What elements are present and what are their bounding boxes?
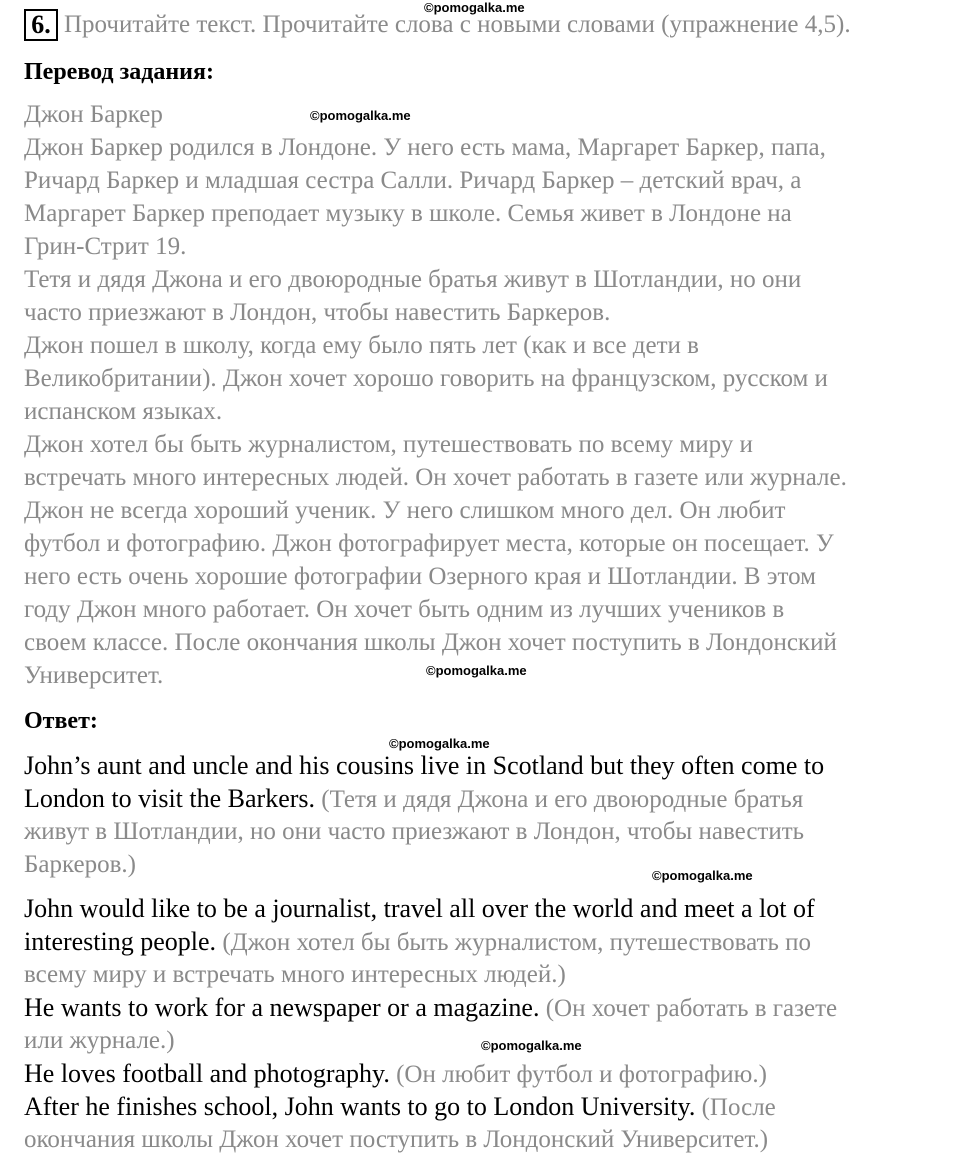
russian-translation: (Тетя и дядя Джона и его двоюродные братья: [315, 786, 804, 813]
russian-translation: Баркеров.): [24, 851, 136, 878]
watermark: ©pomogalka.me: [426, 663, 527, 678]
watermark: ©pomogalka.me: [481, 1038, 582, 1053]
english-sentence: He loves football and photography.: [24, 1059, 390, 1088]
task-instruction: Прочитайте текст. Прочитайте слова с новыми словами (упражнение 4,5).: [64, 11, 851, 38]
translation-line: Великобритании). Джон хочет хорошо говорить на французском, русском и: [24, 365, 828, 392]
translation-line: Джон хотел бы быть журналистом, путешествовать по всему миру и: [24, 431, 753, 458]
watermark: ©pomogalka.me: [389, 736, 490, 751]
translation-line: Джон Баркер родился в Лондоне. У него есть мама, Маргарет Баркер, папа,: [24, 134, 826, 161]
translation-line: Джон не всегда хороший ученик. У него слишком много дел. Он любит: [24, 497, 786, 524]
watermark: ©pomogalka.me: [652, 868, 753, 883]
answer-line: [24, 783, 803, 816]
russian-translation: всему миру и встречать много интересных людей.): [24, 961, 566, 988]
answer-line: [24, 959, 566, 991]
russian-translation: (После: [695, 1094, 776, 1121]
translation-line: Университет.: [24, 662, 164, 689]
english-sentence: John would like to be a journalist, travel all over the world and meet a lot of: [24, 894, 815, 923]
translation-line: часто приезжают в Лондон, чтобы навестить Баркеров.: [24, 299, 611, 326]
russian-translation: (Джон хотел бы быть журналистом, путешествовать по: [216, 929, 812, 956]
translation-line: Грин-Стрит 19.: [24, 233, 187, 260]
answer-line: [24, 926, 811, 959]
translation-line: Ричард Баркер и младшая сестра Салли. Ричард Баркер – детский врач, а: [24, 167, 802, 194]
russian-translation: живут в Шотландии, но они часто приезжают в Лондон, чтобы навестить: [24, 818, 805, 845]
answer-line: [24, 1025, 175, 1057]
russian-translation: или журнале.): [24, 1027, 175, 1054]
russian-translation: окончания школы Джон хочет поступить в Лондонский Университет.): [24, 1126, 769, 1153]
answer-line: [24, 893, 815, 925]
translation-line: Тетя и дядя Джона и его двоюродные братья живут в Шотландии, но они: [24, 266, 802, 293]
translation-line: Джон Баркер: [24, 101, 163, 128]
answer-line: [24, 849, 136, 881]
english-sentence: After he finishes school, John wants to go to London University.: [24, 1092, 696, 1121]
watermark: ©pomogalka.me: [310, 108, 411, 123]
russian-translation: (Он хочет работать в газете: [539, 995, 838, 1022]
translation-line: футбол и фотографию. Джон фотографирует места, которые он посещает. У: [24, 530, 834, 557]
answer-line: [24, 1124, 768, 1156]
english-sentence: interesting people.: [24, 927, 217, 956]
russian-translation: (Он любит футбол и фотографию.): [389, 1061, 767, 1088]
translation-line: году Джон много работает. Он хочет быть одним из лучших учеников в: [24, 596, 785, 623]
translation-line: Маргарет Баркер преподает музыку в школе. Семья живет в Лондоне на: [24, 200, 792, 227]
answer-heading: Ответ:: [24, 708, 98, 734]
translation-line: встречать много интересных людей. Он хочет работать в газете или журнале.: [24, 464, 847, 491]
english-sentence: He wants to work for a newspaper or a magazine.: [24, 993, 540, 1022]
answer-line: [24, 1091, 776, 1124]
answer-line: [24, 750, 824, 782]
answer-line: [24, 1058, 767, 1091]
english-sentence: London to visit the Barkers.: [24, 784, 316, 813]
task-number: 6.: [24, 9, 58, 41]
answer-line: [24, 816, 804, 848]
translation-line: Джон пошел в школу, когда ему было пять лет (как и все дети в: [24, 332, 699, 359]
translation-line: испанском языках.: [24, 398, 223, 425]
watermark: ©pomogalka.me: [424, 0, 525, 15]
translation-line: своем классе. После окончания школы Джон хочет поступить в Лондонский: [24, 629, 837, 656]
answer-line: [24, 992, 837, 1025]
translation-line: него есть очень хорошие фотографии Озерного края и Шотландии. В этом: [24, 563, 816, 590]
english-sentence: John’s aunt and uncle and his cousins live in Scotland but they often come to: [24, 751, 825, 780]
translation-heading: Перевод задания:: [24, 59, 214, 85]
